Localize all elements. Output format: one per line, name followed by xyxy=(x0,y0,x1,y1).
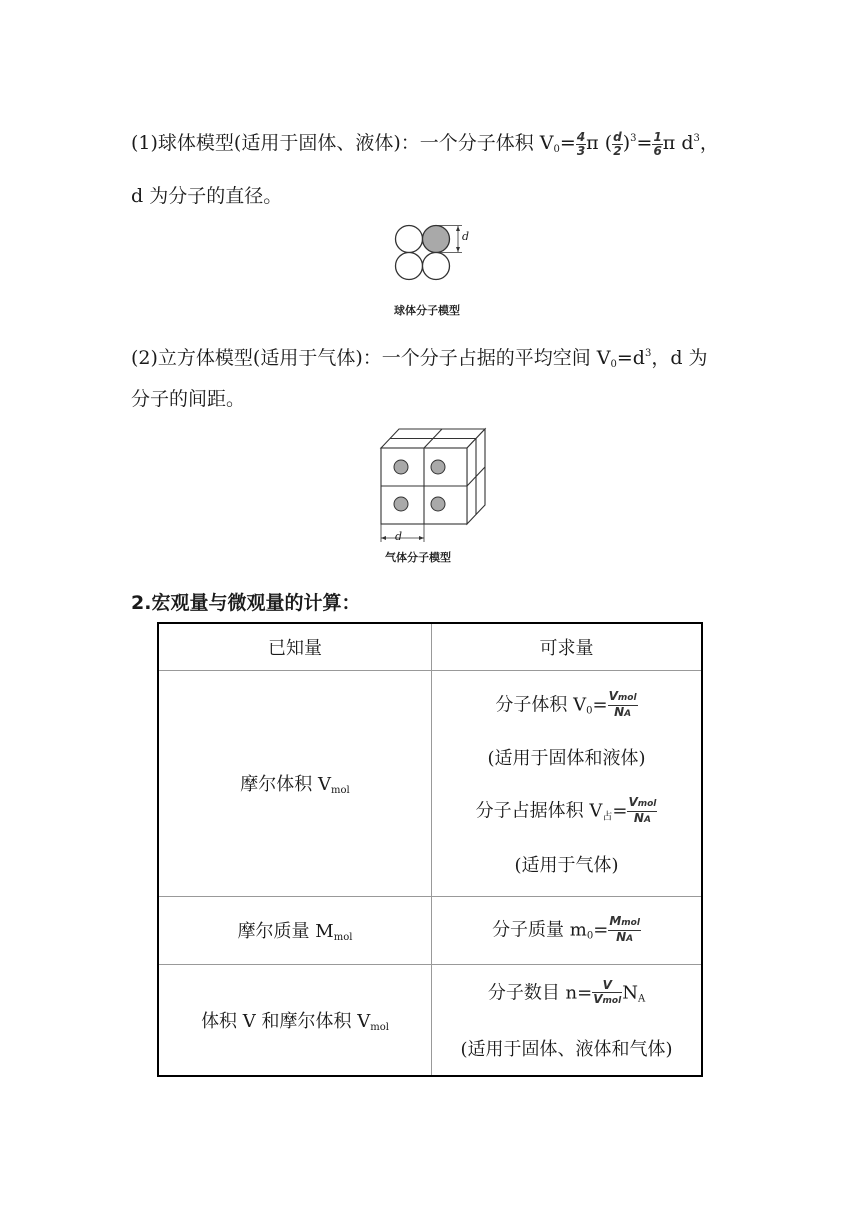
section-heading: 2.宏观量与微观量的计算： xyxy=(131,592,361,614)
table-row xyxy=(158,670,702,896)
note-solid-liquid: (适用于固体和液体) xyxy=(487,748,646,769)
paragraph-sphere-model-line2: d 为分子的直径。 xyxy=(131,185,283,207)
numerator xyxy=(627,796,657,812)
denominator xyxy=(592,993,622,1008)
text: = xyxy=(636,132,653,154)
denominator xyxy=(608,706,638,721)
sphere-bottom-left xyxy=(396,253,423,280)
superscript: 3 xyxy=(630,133,637,144)
text: π d xyxy=(662,132,694,154)
numerator xyxy=(608,690,638,706)
header-solvable: 可求量 xyxy=(432,623,703,670)
table-row xyxy=(158,896,702,964)
sphere-figure-caption: 球体分子模型 xyxy=(394,304,460,317)
formula-molecule-count xyxy=(432,979,701,1011)
text: 分子质量 m xyxy=(492,919,587,940)
denominator: 2 xyxy=(613,143,622,158)
subscript: 0 xyxy=(586,705,593,716)
sphere-top-right-highlighted xyxy=(423,226,450,253)
text: ，d 为 xyxy=(651,347,708,369)
text: ， xyxy=(699,132,719,154)
fraction-vmol-na xyxy=(608,690,638,721)
note-gas: (适用于气体) xyxy=(514,854,619,876)
fraction-d-2 xyxy=(612,131,623,158)
table-row xyxy=(158,964,702,1076)
subscript: mol xyxy=(370,1021,389,1033)
superscript: 3 xyxy=(693,133,700,144)
subscript: 占 xyxy=(602,811,613,823)
denominator: 3 xyxy=(576,143,586,158)
text: = xyxy=(612,800,628,822)
fraction-v-vmol xyxy=(592,979,622,1008)
table-header-row xyxy=(158,623,702,670)
subscript: mol xyxy=(602,996,622,1006)
text: (1)球体模型(适用于固体、液体)：一个分子体积 V xyxy=(131,132,554,154)
subscript: 0 xyxy=(586,930,594,941)
cell-solvable-molar-mass xyxy=(432,896,703,964)
numerator: 4 xyxy=(576,129,586,144)
numerator xyxy=(592,979,622,993)
numerator xyxy=(608,915,641,931)
paragraph-cube-model-line2: 分子的间距。 xyxy=(131,388,246,410)
paragraph-cube-model-line1 xyxy=(131,342,708,377)
subscript: mol xyxy=(617,692,637,703)
text: 摩尔体积 V xyxy=(240,774,332,795)
text: 摩尔质量 M xyxy=(237,921,334,942)
sphere-bottom-right xyxy=(423,253,450,280)
text: 分子体积 V xyxy=(495,694,587,715)
subscript: 0 xyxy=(610,359,617,370)
denominator: 6 xyxy=(653,143,662,158)
cell-known-molar-mass xyxy=(158,896,432,964)
text: (2)立方体模型(适用于气体)：一个分子占据的平均空间 V xyxy=(131,347,611,369)
subscript: mol xyxy=(331,785,350,796)
molecule-bottom-left xyxy=(394,497,408,511)
header-known: 已知量 xyxy=(158,623,432,670)
sphere-label-d: d xyxy=(462,230,470,243)
subscript: mol xyxy=(637,799,657,809)
sphere-top-left xyxy=(396,226,423,253)
text: V xyxy=(593,992,603,1006)
cube-model-figure xyxy=(376,424,490,548)
text: N xyxy=(616,929,627,944)
fraction-4-3 xyxy=(576,131,586,158)
text: V xyxy=(628,795,638,809)
subscript: 0 xyxy=(553,144,560,155)
fraction-1-6 xyxy=(652,131,662,158)
cube-figure-caption: 气体分子模型 xyxy=(385,551,451,564)
text: π ( xyxy=(586,132,613,154)
superscript: 3 xyxy=(644,348,652,359)
cell-known-molar-volume xyxy=(158,670,432,896)
subscript: mol xyxy=(333,932,353,943)
molecule-top-left xyxy=(394,460,408,474)
subscript: A xyxy=(624,708,632,719)
text: 体积 V 和摩尔体积 V xyxy=(201,1010,371,1032)
text: =d xyxy=(616,347,645,369)
subscript: mol xyxy=(621,917,640,928)
numerator: 1 xyxy=(653,129,662,144)
molecule-bottom-right xyxy=(431,497,445,511)
text: = xyxy=(592,694,608,715)
text: N xyxy=(614,704,625,719)
cell-solvable-molar-volume xyxy=(432,670,703,896)
numerator: d xyxy=(613,129,622,144)
text: 分子数目 n= xyxy=(487,982,593,1004)
subscript: A xyxy=(626,933,634,944)
text: N xyxy=(622,982,638,1004)
text: = xyxy=(559,132,576,154)
note-all-states: (适用于固体、液体和气体) xyxy=(460,1038,673,1060)
text: V xyxy=(602,978,612,992)
molecule-top-right xyxy=(431,460,445,474)
formula-occupied-volume xyxy=(432,796,701,829)
subscript: A xyxy=(643,815,651,825)
text: M xyxy=(609,913,622,928)
fraction-vmol-na xyxy=(627,796,657,827)
text: = xyxy=(593,919,609,940)
text: V xyxy=(608,688,618,703)
text: 分子占据体积 V xyxy=(475,800,603,822)
cell-known-volume xyxy=(158,964,432,1076)
denominator xyxy=(608,931,641,946)
paragraph-sphere-model-line1 xyxy=(131,127,719,162)
cell-solvable-volume xyxy=(432,964,703,1076)
denominator xyxy=(627,812,657,827)
text: N xyxy=(633,811,644,825)
subscript: A xyxy=(637,993,646,1005)
fraction-mmol-na xyxy=(608,915,641,946)
macro-micro-table xyxy=(157,622,703,1077)
formula-molecule-volume xyxy=(432,690,701,723)
cube-label-d: d xyxy=(395,530,403,543)
text: ) xyxy=(622,132,631,154)
